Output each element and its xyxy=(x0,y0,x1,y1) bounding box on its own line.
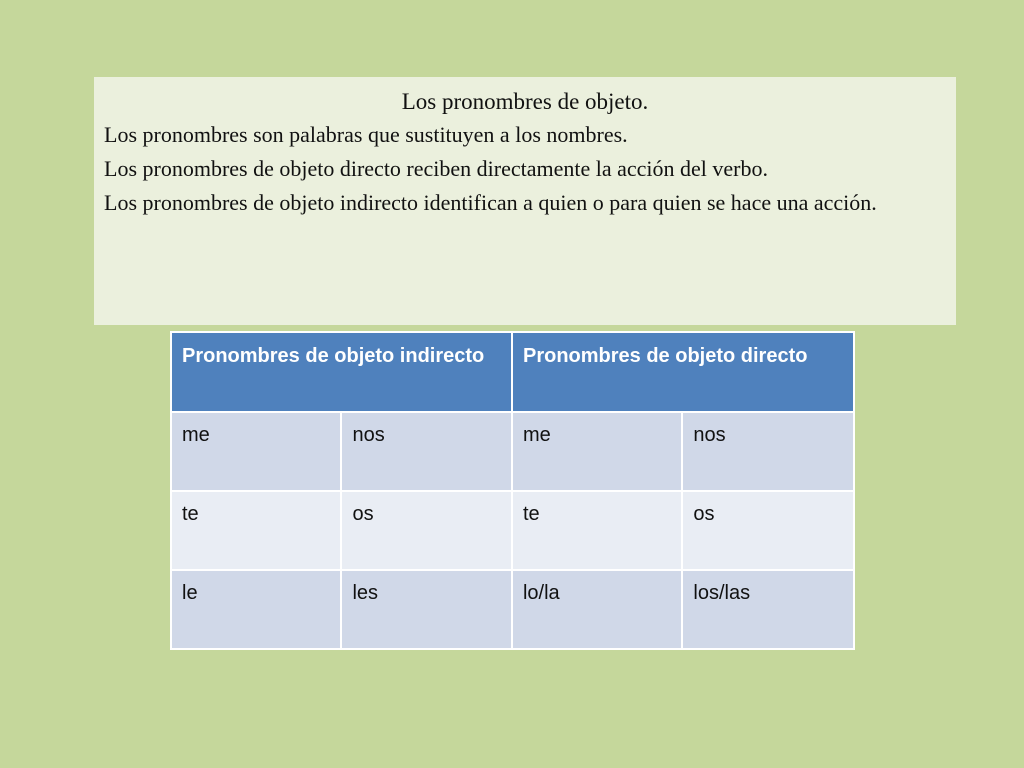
slide-title: Los pronombres de objeto. xyxy=(401,89,649,114)
table-cell: me xyxy=(171,412,341,491)
table-cell: los/las xyxy=(682,570,854,649)
definition-pronouns: Los pronombres son palabras que sustituyen a los nombres. xyxy=(104,122,628,147)
pronouns-table xyxy=(170,331,855,650)
table-cell: nos xyxy=(341,412,512,491)
table-cell: le xyxy=(171,570,341,649)
header-indirect-object: Pronombres de objeto indirecto xyxy=(171,332,512,412)
table-row xyxy=(171,491,854,570)
table-cell: te xyxy=(512,491,682,570)
definition-indirect-object: Los pronombres de objeto indirecto identifican a quien o para quien se hace una acción. xyxy=(104,190,877,215)
table-row xyxy=(171,412,854,491)
table-cell: me xyxy=(512,412,682,491)
definition-direct-object: Los pronombres de objeto directo reciben directamente la acción del verbo. xyxy=(104,156,769,181)
table-cell: les xyxy=(341,570,512,649)
intro-text-box xyxy=(94,77,956,325)
table-cell: te xyxy=(171,491,341,570)
table-cell: nos xyxy=(682,412,854,491)
table-cell: lo/la xyxy=(512,570,682,649)
header-direct-object: Pronombres de objeto directo xyxy=(512,332,854,412)
table-cell: os xyxy=(341,491,512,570)
table-cell: os xyxy=(682,491,854,570)
table-header-row xyxy=(171,332,854,412)
table-row xyxy=(171,570,854,649)
